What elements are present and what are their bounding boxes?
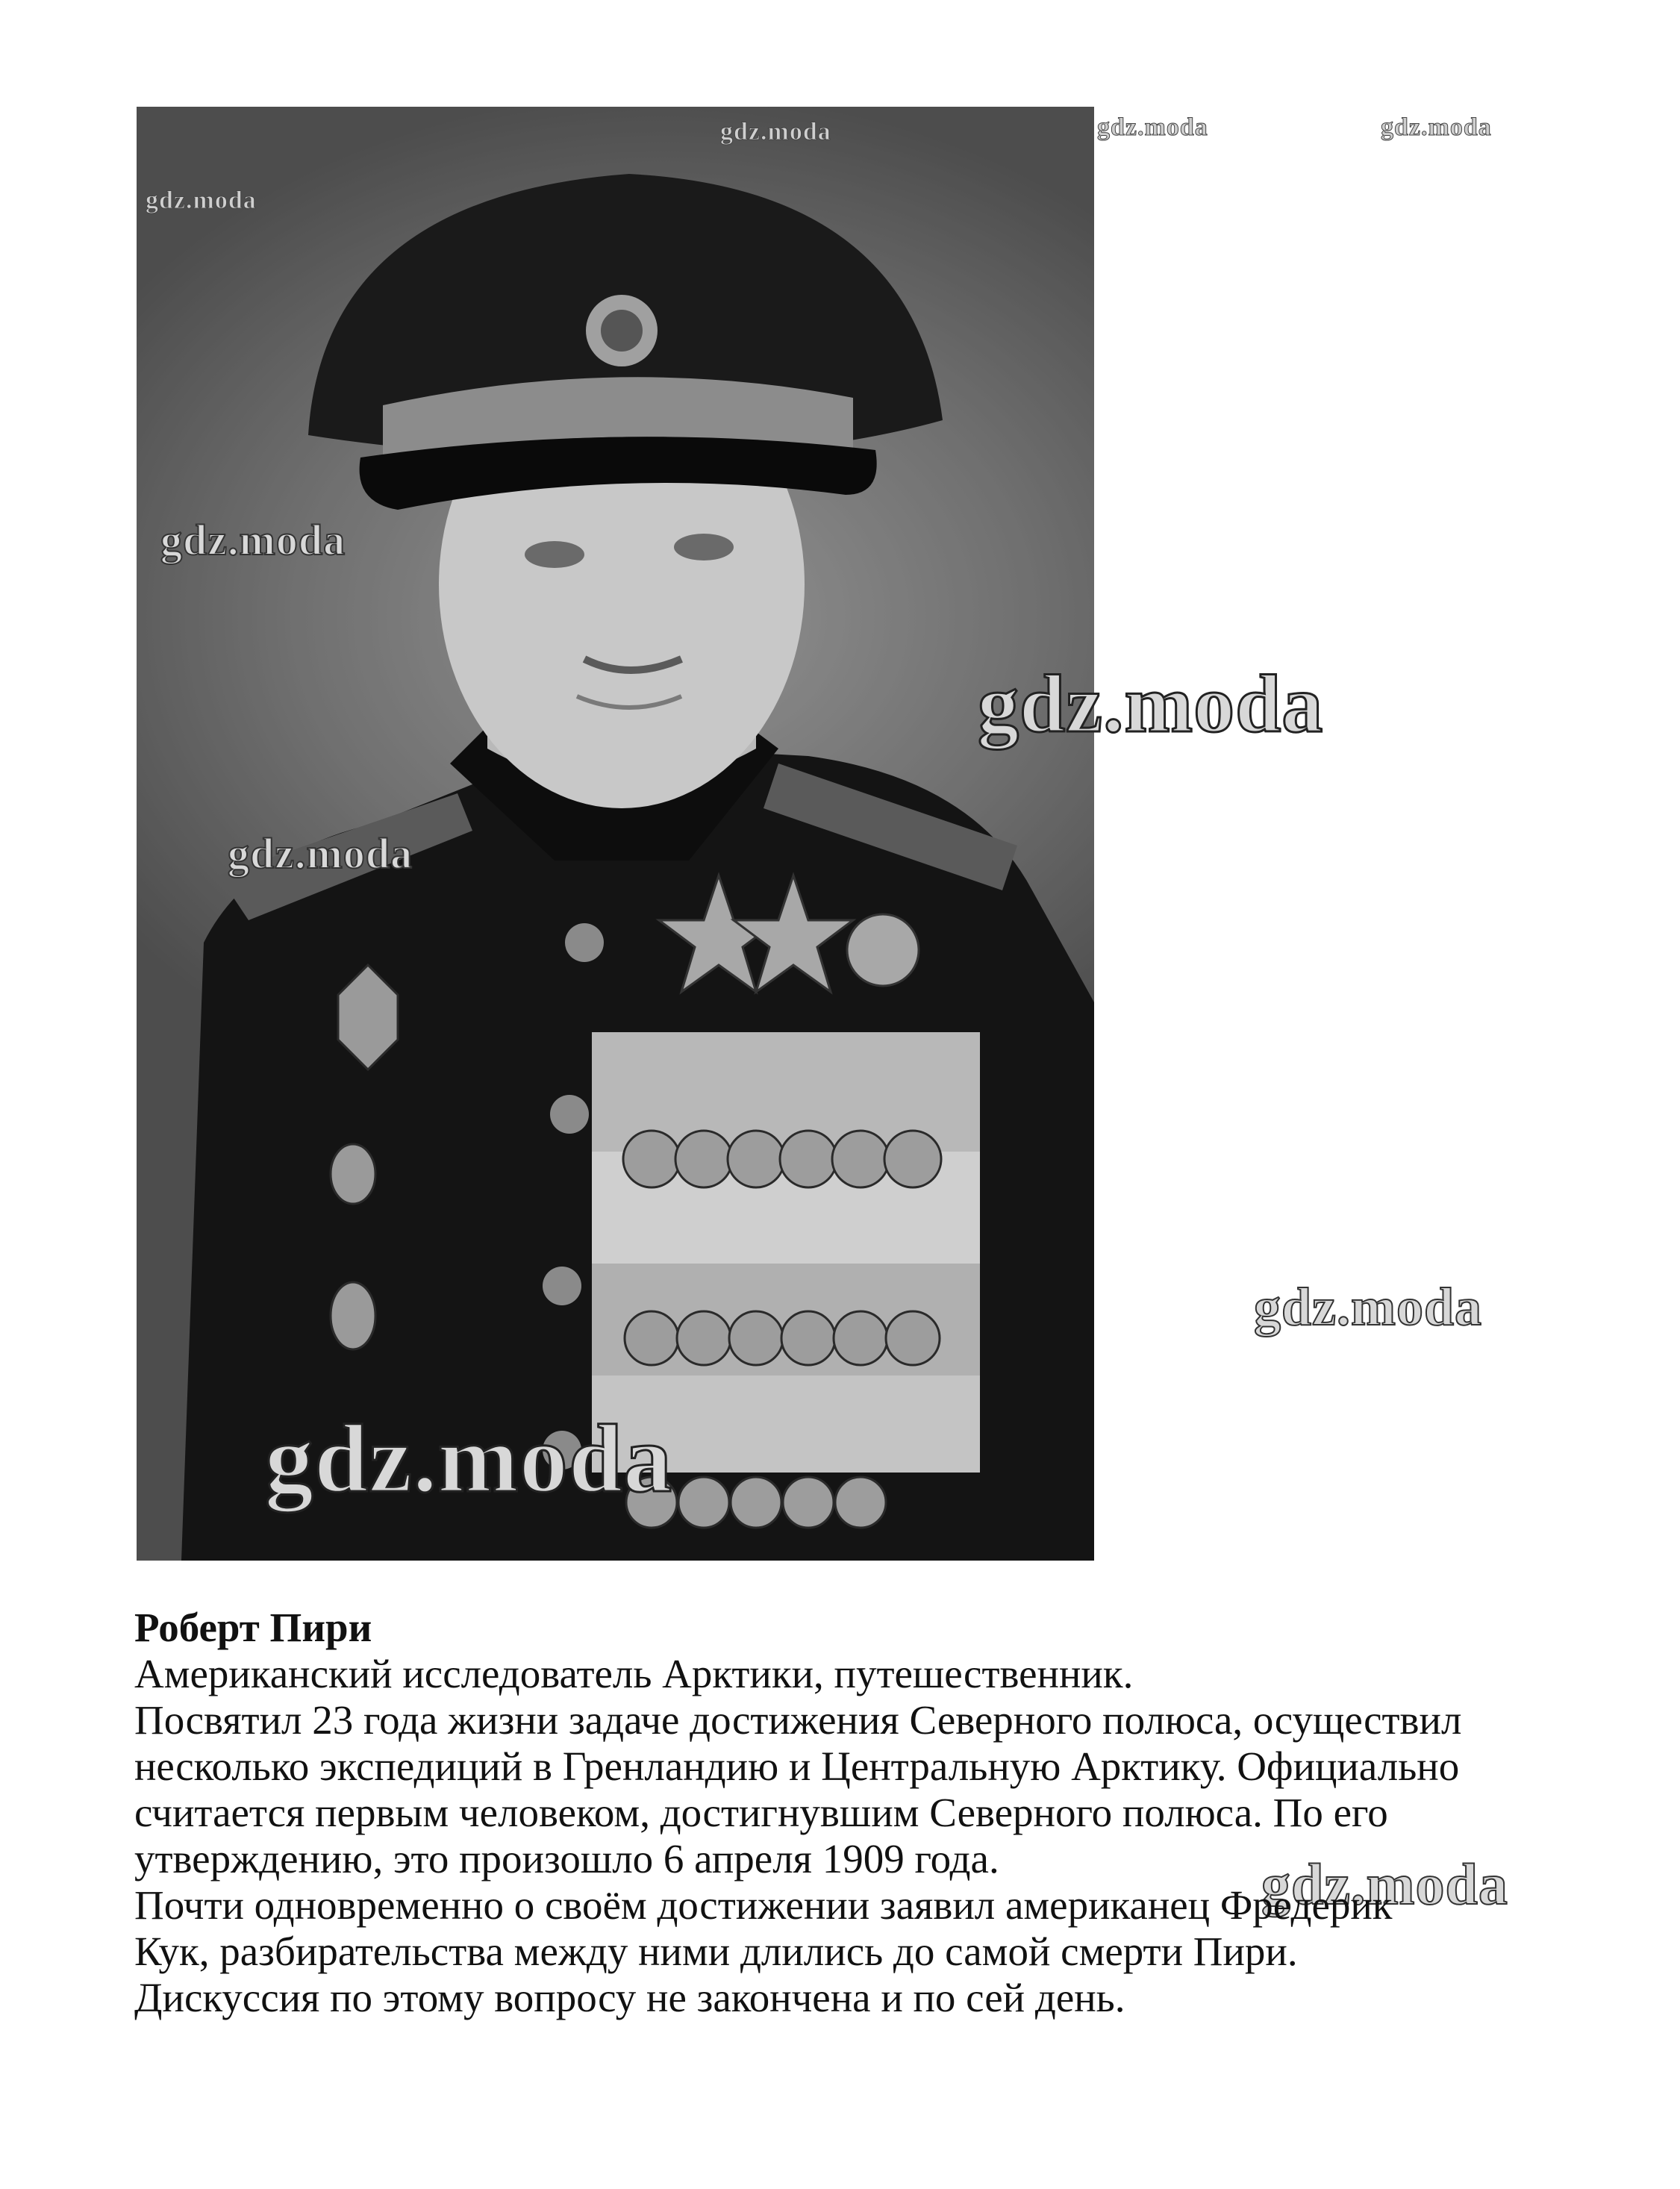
caption-line: Посвятил 23 года жизни задаче достижения Северного полюса, осуществил bbox=[134, 1697, 1462, 1743]
caption-line: Почти одновременно о своём достижении заявил американец Фредерик bbox=[134, 1882, 1393, 1928]
caption-line: Дискуссия по этому вопросу не закончена и по сей день. bbox=[134, 1975, 1125, 2020]
caption-line: Кук, разбирательства между ними длились до самой смерти Пири. bbox=[134, 1929, 1298, 1974]
caption-line: утверждению, это произошло 6 апреля 1909 года. bbox=[134, 1836, 999, 1882]
watermark: gdz.moda bbox=[1261, 1852, 1508, 1917]
watermark: gdz.moda bbox=[978, 658, 1324, 749]
watermark: gdz.moda bbox=[1097, 113, 1208, 141]
caption-line: несколько экспедиций в Гренландию и Центральную Арктику. Официально bbox=[134, 1743, 1460, 1789]
watermark: gdz.moda bbox=[228, 829, 413, 878]
watermark: gdz.moda bbox=[160, 516, 346, 564]
caption-line: Американский исследователь Арктики, путешественник. bbox=[134, 1651, 1134, 1696]
watermark: gdz.moda bbox=[1381, 113, 1492, 141]
watermark: gdz.moda bbox=[1254, 1277, 1483, 1337]
caption-line: считается первым человеком, достигнувшим Северного полюса. По его bbox=[134, 1790, 1388, 1835]
watermark: gdz.moda bbox=[720, 118, 831, 146]
caption bbox=[134, 1605, 1582, 2021]
caption-title: Роберт Пири bbox=[134, 1605, 372, 1650]
watermark: gdz.moda bbox=[146, 187, 257, 214]
watermark: gdz.moda bbox=[265, 1405, 673, 1513]
